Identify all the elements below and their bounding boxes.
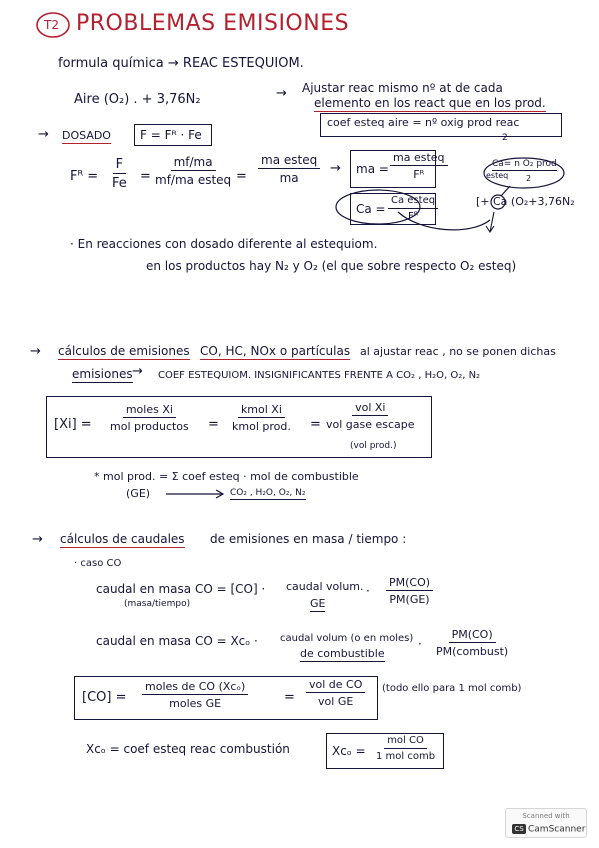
ma-fraction: ma esteq Fᴿ xyxy=(390,152,448,180)
ma-lhs: ma = xyxy=(356,162,389,176)
emissions-line-1: al ajustar reac , no se ponen dichas xyxy=(360,345,556,358)
dot: · xyxy=(366,584,370,598)
xco-box-lhs: Xᴄₒ = xyxy=(332,744,366,758)
ca-fraction: Ca esteq Fᴿ xyxy=(388,196,438,222)
flow-eq-2-lhs: caudal en masa CO = Xᴄₒ · xyxy=(96,634,258,648)
dosado-line-2: en los productos hay N₂ y O₂ (el que sobre respecto O₂ esteq) xyxy=(146,259,517,273)
equals-sign: = xyxy=(284,690,295,705)
air-coef-text: coef esteq aire = nº oxig prod reac xyxy=(327,116,520,129)
equals-sign: = xyxy=(208,417,219,432)
xco-definition: Xᴄₒ = coef esteq reac combustión xyxy=(86,742,290,756)
emissions-heading: cálculos de emisiones xyxy=(58,344,190,358)
flow-eq-1-units: (masa/tiempo) xyxy=(124,599,191,609)
dosado-arrow: → xyxy=(38,127,49,142)
xi-fraction-3: vol Xi vol gase escape xyxy=(326,401,415,431)
mol-prod-line: * mol prod. = Σ coef esteq · mol de combustible xyxy=(94,470,359,483)
ge-label: (GE) xyxy=(126,487,151,500)
ca-note-denominator: 2 xyxy=(526,174,532,183)
air-note-2: elemento en los react que en los prod. xyxy=(314,96,546,110)
case-co: · caso CO xyxy=(74,558,122,569)
ca-note-lhs: Ca= n O₂ prod xyxy=(492,159,557,169)
flow-eq-2-volum: caudal volum (o en moles) xyxy=(280,633,414,644)
xco-box-fraction: mol CO 1 mol comb xyxy=(376,735,436,762)
page-title: PROBLEMAS EMISIONES xyxy=(76,11,350,36)
flow-heading-rest: de emisiones en masa / tiempo : xyxy=(210,532,407,546)
fr-lhs: Fᴿ = xyxy=(70,169,99,184)
ca-lhs: Ca = xyxy=(356,202,386,216)
xi-vol-prod: (vol prod.) xyxy=(350,441,397,451)
equals-sign: = xyxy=(310,417,321,432)
watermark-line-2: CS CamScanner xyxy=(512,824,585,835)
dosado-line-1: · En reacciones con dosado diferente al estequiom. xyxy=(70,237,378,251)
camscanner-watermark xyxy=(505,808,587,838)
fr-fraction-1: $\frac{F}{Fe}$ xyxy=(112,157,127,191)
flow-eq-2-pm-fraction: PM(CO) PM(combust) xyxy=(436,628,509,658)
insignificant-coef-line: COEF ESTEQUIOM. INSIGNIFICANTES FRENTE A CO₂ , H₂O, O₂, N₂ xyxy=(158,370,481,381)
air-arrow: → xyxy=(276,86,287,101)
emissions-word: emisiones xyxy=(72,367,133,381)
per-mol-note: (todo ello para 1 mol comb) xyxy=(382,683,522,694)
arrow: → xyxy=(330,161,341,176)
fr-fraction-2: mf/ma mf/ma esteq xyxy=(155,155,232,187)
title-badge: T2 xyxy=(44,18,59,32)
co-box-fraction-2: vol de CO vol GE xyxy=(306,679,365,707)
xi-lhs: [Xi] = xyxy=(54,417,92,432)
flow-heading: cálculos de caudales xyxy=(60,532,185,546)
flow-eq-1-lhs: caudal en masa CO = [CO] · xyxy=(96,582,266,596)
section-arrow: → xyxy=(30,344,41,359)
ca-note-esteq: esteq xyxy=(486,171,509,180)
xi-fraction-1: moles Xi mol productos xyxy=(110,403,189,433)
formula-line: formula química → REAC ESTEQUIOM. xyxy=(58,56,304,71)
co-box-fraction-1: moles de CO (Xᴄₒ) moles GE xyxy=(142,681,248,709)
equals-sign: = xyxy=(140,169,151,184)
equals-sign: = xyxy=(236,169,247,184)
fr-fraction-3: ma esteq ma xyxy=(258,154,320,184)
flow-eq-1-pm-fraction: $\frac{PM(CO)}{PM(GE)}$ xyxy=(386,577,433,605)
air-coef-denominator: 2 xyxy=(502,133,508,143)
air-note-1: Ajustar reac mismo nº at de cada xyxy=(302,81,503,95)
bracket-expression: [+ Ca (O₂+3,76N₂ xyxy=(476,195,575,208)
flow-eq-2-fuel: de combustible xyxy=(300,647,385,660)
dot: · xyxy=(418,637,422,651)
air-expression: Aire (O₂) . + 3,76N₂ xyxy=(74,92,201,107)
flow-eq-1-volum: caudal volum. xyxy=(286,580,364,593)
flow-eq-1-ge: GE xyxy=(310,597,326,610)
xi-fraction-2: kmol Xi kmol prod. xyxy=(232,403,291,433)
watermark-line-1: Scanned with xyxy=(522,812,570,820)
co-box-lhs: [CO] = xyxy=(82,690,127,705)
ge-products: CO₂ , H₂O, O₂, N₂ xyxy=(230,488,306,498)
camscanner-icon: CS xyxy=(512,824,526,834)
arrow: → xyxy=(132,364,143,379)
dosado-formula: F = Fᴿ · Fe xyxy=(140,128,202,142)
emissions-species: CO, HC, NOx o partículas xyxy=(200,344,351,358)
dosado-label: DOSADO xyxy=(62,129,111,142)
section-arrow: → xyxy=(32,532,43,547)
